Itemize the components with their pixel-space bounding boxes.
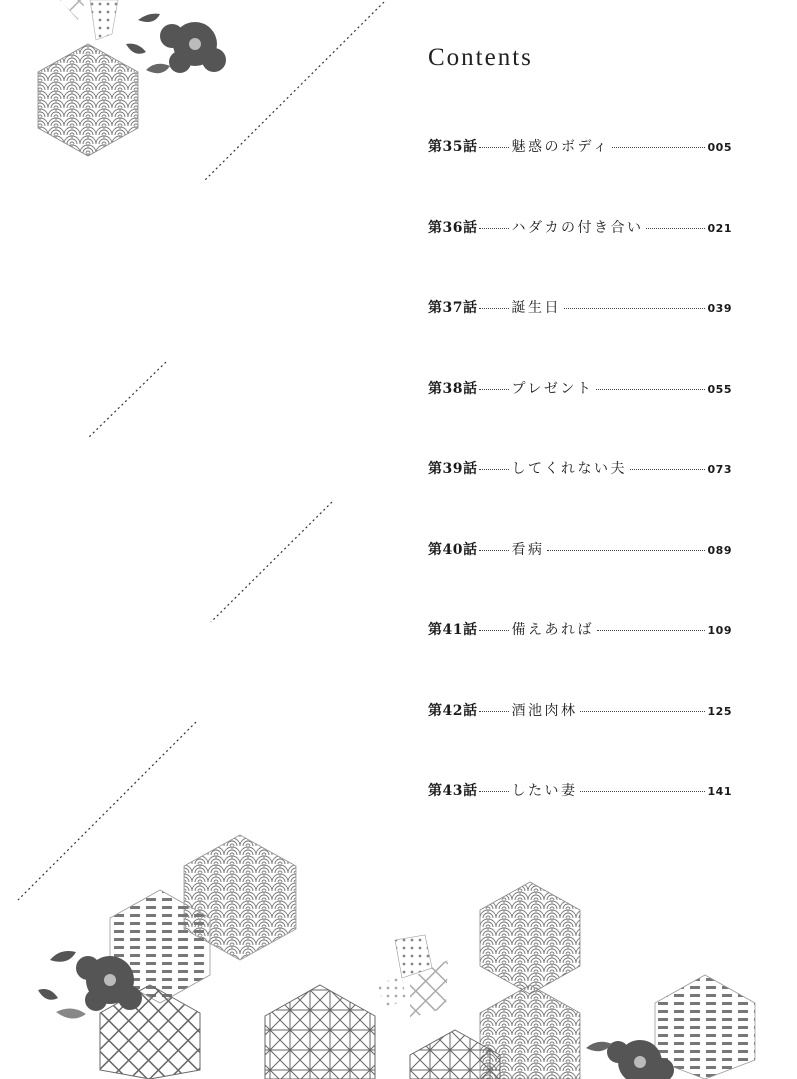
chapter-title: 酒池肉林 [511, 702, 578, 719]
chapter-title: 誕生日 [511, 300, 561, 316]
page-title: Contents [428, 44, 533, 71]
leader-dots [479, 630, 509, 631]
chapter-number: 第35話 [428, 139, 478, 155]
leader-dots [596, 389, 704, 390]
page-number: 073 [707, 463, 732, 476]
toc-entry[interactable] [428, 217, 732, 298]
page-number: 089 [707, 543, 732, 557]
toc-entry[interactable] [428, 378, 732, 459]
chapter-number: 第39話 [428, 461, 478, 477]
leader-dots [479, 711, 509, 712]
toc-entry[interactable] [428, 136, 732, 217]
page-number: 109 [707, 624, 732, 637]
page-number: 005 [707, 141, 732, 154]
page-number: 055 [707, 382, 732, 396]
leader-dots [564, 308, 705, 309]
leader-dots [646, 228, 704, 229]
chapter-title: 魅惑のボディ [511, 139, 610, 155]
chapter-title: プレゼント [511, 380, 594, 397]
toc-entry[interactable] [428, 700, 732, 781]
table-of-contents [428, 136, 732, 861]
leader-dots [479, 469, 509, 470]
page-number: 021 [707, 221, 732, 235]
chapter-title: ハダカの付き合い [511, 219, 644, 236]
chapter-number: 第40話 [428, 541, 478, 558]
page-number: 125 [707, 704, 732, 718]
page-number: 039 [707, 302, 732, 315]
leader-dots [547, 550, 704, 551]
toc-entry[interactable] [428, 619, 732, 700]
toc-entry[interactable] [428, 458, 732, 539]
chapter-number: 第36話 [428, 219, 478, 236]
toc-entry[interactable] [428, 297, 732, 378]
leader-dots [479, 791, 509, 792]
chapter-title: 看病 [511, 541, 545, 558]
leader-dots [580, 711, 704, 712]
leader-dots [580, 791, 704, 792]
chapter-number: 第43話 [428, 783, 478, 799]
leader-dots [479, 228, 509, 229]
leader-dots [630, 469, 705, 470]
page-number: 141 [707, 785, 732, 798]
leader-dots [479, 550, 509, 551]
chapter-title: したい妻 [511, 783, 578, 799]
chapter-title: してくれない夫 [511, 461, 627, 477]
chapter-number: 第38話 [428, 380, 478, 397]
toc-entry[interactable] [428, 780, 732, 861]
toc-entry[interactable] [428, 539, 732, 620]
leader-dots [597, 630, 705, 631]
chapter-number: 第37話 [428, 300, 478, 316]
chapter-number: 第42話 [428, 702, 478, 719]
leader-dots [612, 147, 704, 148]
chapter-number: 第41話 [428, 622, 478, 638]
leader-dots [479, 389, 509, 390]
chapter-title: 備えあれば [511, 622, 594, 638]
leader-dots [479, 308, 509, 309]
leader-dots [479, 147, 509, 148]
